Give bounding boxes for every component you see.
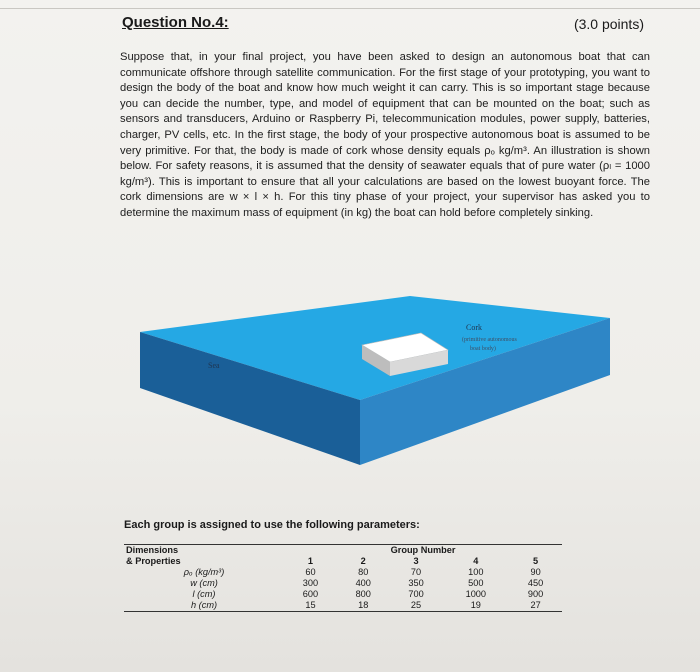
question-paragraph: Suppose that, in your final project, you have been asked to design an autonomous boat that can communicate offshore through satellite communication. For the first stage of your prototyping, you want to design the body of the boat and know how much weight it can carry. This is so important stage because you can decide the number, type, and model of equipment that can be mounted on the boat; such as sensors and transducers, Arduino or Raspberry Pi, telecommunication modules, power supply, batteries, charger, PV cells, etc. In the first stage, the body of your prospective autonomous boat is assumed to be very primitive. For that, the body is made of cork whose density equals ρₒ kg/m³. An illustration is shown below. For safety reasons, it is assumed that the density of seawater equals that of pure water (ρₗ = 1000 kg/m³). This is important to ensure that all your calculations are based on the lowest buoyant force. The cork dimensions are w × l × h. For this tiny phase of your project, your supervisor has asked you to determine the maximum mass of equipment (in kg) the boat can hold before completely sinking.: [120, 51, 650, 219]
boat-illustration: [140, 280, 610, 490]
table-cell: 25: [410, 600, 422, 610]
header-group-number: Group Number: [390, 545, 456, 555]
table-cell: 100: [468, 567, 484, 577]
table-cell: 400: [355, 578, 371, 588]
table-cell: 350: [408, 578, 424, 588]
row-label-length: l (cm): [192, 589, 216, 599]
table-cell: 700: [408, 589, 424, 599]
table-cell: 800: [355, 589, 371, 599]
sea-label: Sea: [208, 361, 220, 370]
table-cell: 70: [410, 567, 422, 577]
question-title: Question No.4:: [122, 14, 229, 31]
group-col-2: 2: [360, 556, 366, 566]
table-cell: 90: [530, 567, 541, 577]
table-row: [124, 600, 562, 612]
row-label-width: w (cm): [190, 578, 218, 588]
cork-label: Cork: [466, 323, 482, 332]
table-cell: 900: [527, 589, 544, 599]
table-cell: 300: [302, 578, 319, 588]
table-cell: 60: [305, 567, 316, 577]
group-col-5: 5: [533, 556, 539, 566]
header-dimensions: Dimensions: [126, 545, 179, 555]
top-divider: [0, 8, 700, 9]
table-cell: 450: [527, 578, 544, 588]
group-col-3: 3: [413, 556, 419, 566]
table-cell: 18: [358, 600, 369, 610]
group-col-4: 4: [473, 556, 479, 566]
table-row: [124, 567, 562, 578]
cork-sublabel-2: boat body): [470, 346, 496, 352]
table-cell: 500: [468, 578, 484, 588]
table-cell: 1000: [465, 589, 487, 599]
table-cell: 80: [358, 567, 369, 577]
parameters-table: [124, 544, 562, 612]
header-properties: & Properties: [126, 556, 181, 566]
question-points: (3.0 points): [573, 16, 644, 32]
table-cell: 600: [302, 589, 319, 599]
table-cell: 27: [530, 600, 541, 610]
row-label-height: h (cm): [191, 600, 218, 610]
table-cell: 19: [470, 600, 481, 610]
group-col-1: 1: [307, 556, 313, 566]
assignment-heading: Each group is assigned to use the following parameters:: [124, 519, 420, 531]
table-row: [124, 589, 562, 600]
row-label-density: ρₒ (kg/m³): [183, 567, 225, 577]
table-cell: 15: [305, 600, 316, 610]
cork-sublabel-1: (primitive autonomous: [462, 337, 517, 343]
table-row: [124, 578, 562, 589]
